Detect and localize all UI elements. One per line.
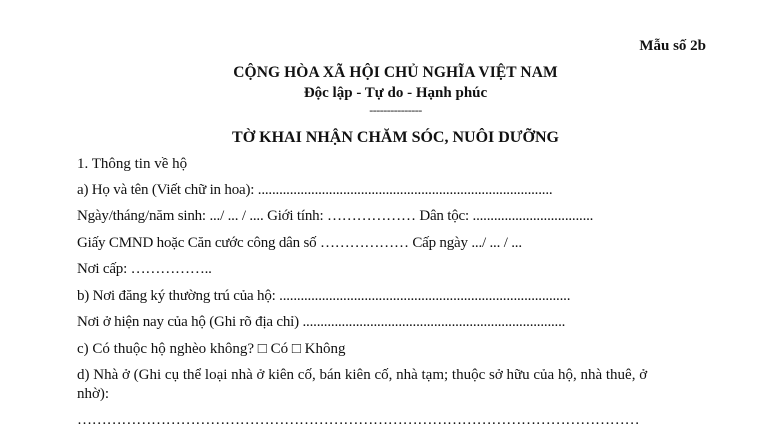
- birth-gender-ethnic-field: Ngày/tháng/năm sinh: .../ ... / .... Giới tính: ……………… Dân tộc: ..................................: [77, 208, 594, 224]
- header-divider: ---------------: [369, 103, 422, 117]
- form-number: Mẫu số 2b: [639, 38, 706, 54]
- issued-place-field: Nơi cấp: ……………..: [77, 261, 212, 277]
- poor-household-field: c) Có thuộc hộ nghèo không? □ Có □ Không: [77, 341, 346, 357]
- housing-field-line-2: nhờ):: [77, 386, 110, 402]
- national-motto: Độc lập - Tự do - Hạnh phúc: [303, 85, 488, 101]
- permanent-address-field: b) Nơi đăng ký thường trú của hộ: ..................................................................................: [77, 288, 571, 304]
- document-title: TỜ KHAI NHẬN CHĂM SÓC, NUÔI DƯỠNG: [232, 129, 559, 146]
- section-1-heading: 1. Thông tin về hộ: [77, 156, 188, 172]
- full-name-field: a) Họ và tên (Viết chữ in hoa): ...................................................................................: [77, 182, 553, 198]
- housing-field-line-1: d) Nhà ở (Ghi cụ thể loại nhà ở kiên cố, bán kiên cố, nhà tạm; thuộc sở hữu của hộ, nhà thuê, ở: [77, 367, 648, 383]
- housing-dotted-line: ……………………………………………………………………………………………………: [77, 412, 640, 428]
- current-address-field: Nơi ở hiện nay của hộ (Ghi rõ địa chỉ) ..........................................................................: [77, 314, 566, 330]
- id-card-field: Giấy CMND hoặc Căn cước công dân số ……………… Cấp ngày .../ ... / ...: [77, 235, 522, 251]
- country-name: CỘNG HÒA XÃ HỘI CHỦ NGHĨA VIỆT NAM: [233, 64, 558, 81]
